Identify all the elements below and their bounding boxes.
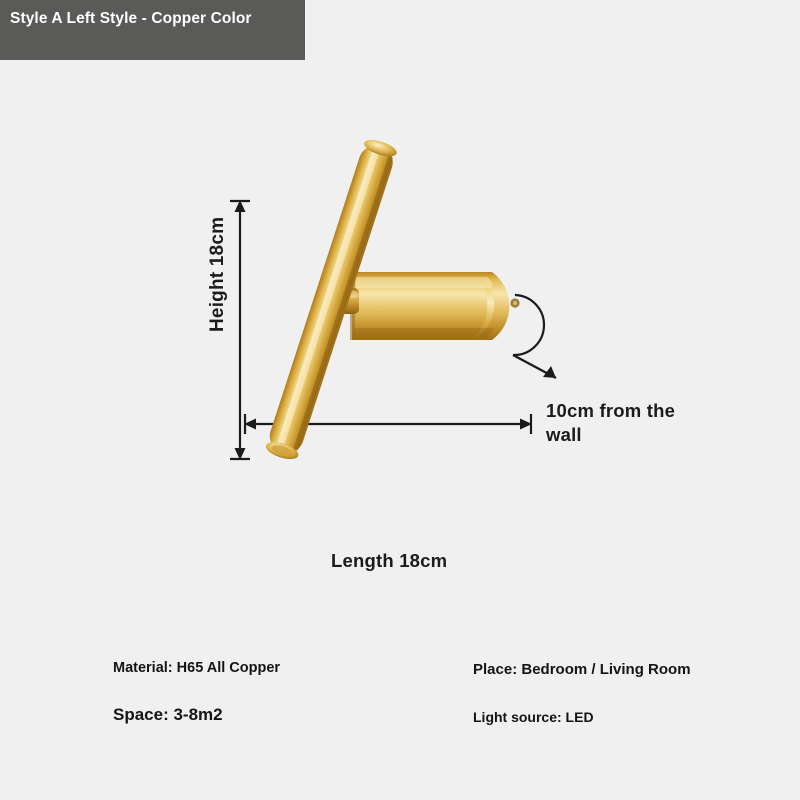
lamp-base [350,272,520,340]
length-dimension-label: Length 18cm [331,550,448,571]
diagram-canvas [0,60,800,620]
wall-distance-label: 10cm from the wall [546,400,676,445]
callout-leader-line [513,295,556,378]
spec-material: Material: H65 All Copper [113,660,281,676]
spec-space: Space: 3-8m2 [113,705,223,724]
spec-light-source: Light source: LED [473,709,594,725]
page-title: Style A Left Style - Copper Color [0,0,305,60]
height-dimension-label: Height 18cm [207,216,228,332]
product-diagram [0,60,800,620]
spec-place: Place: Bedroom / Living Room [473,661,691,678]
vertical-dimension-arrow [230,200,250,460]
